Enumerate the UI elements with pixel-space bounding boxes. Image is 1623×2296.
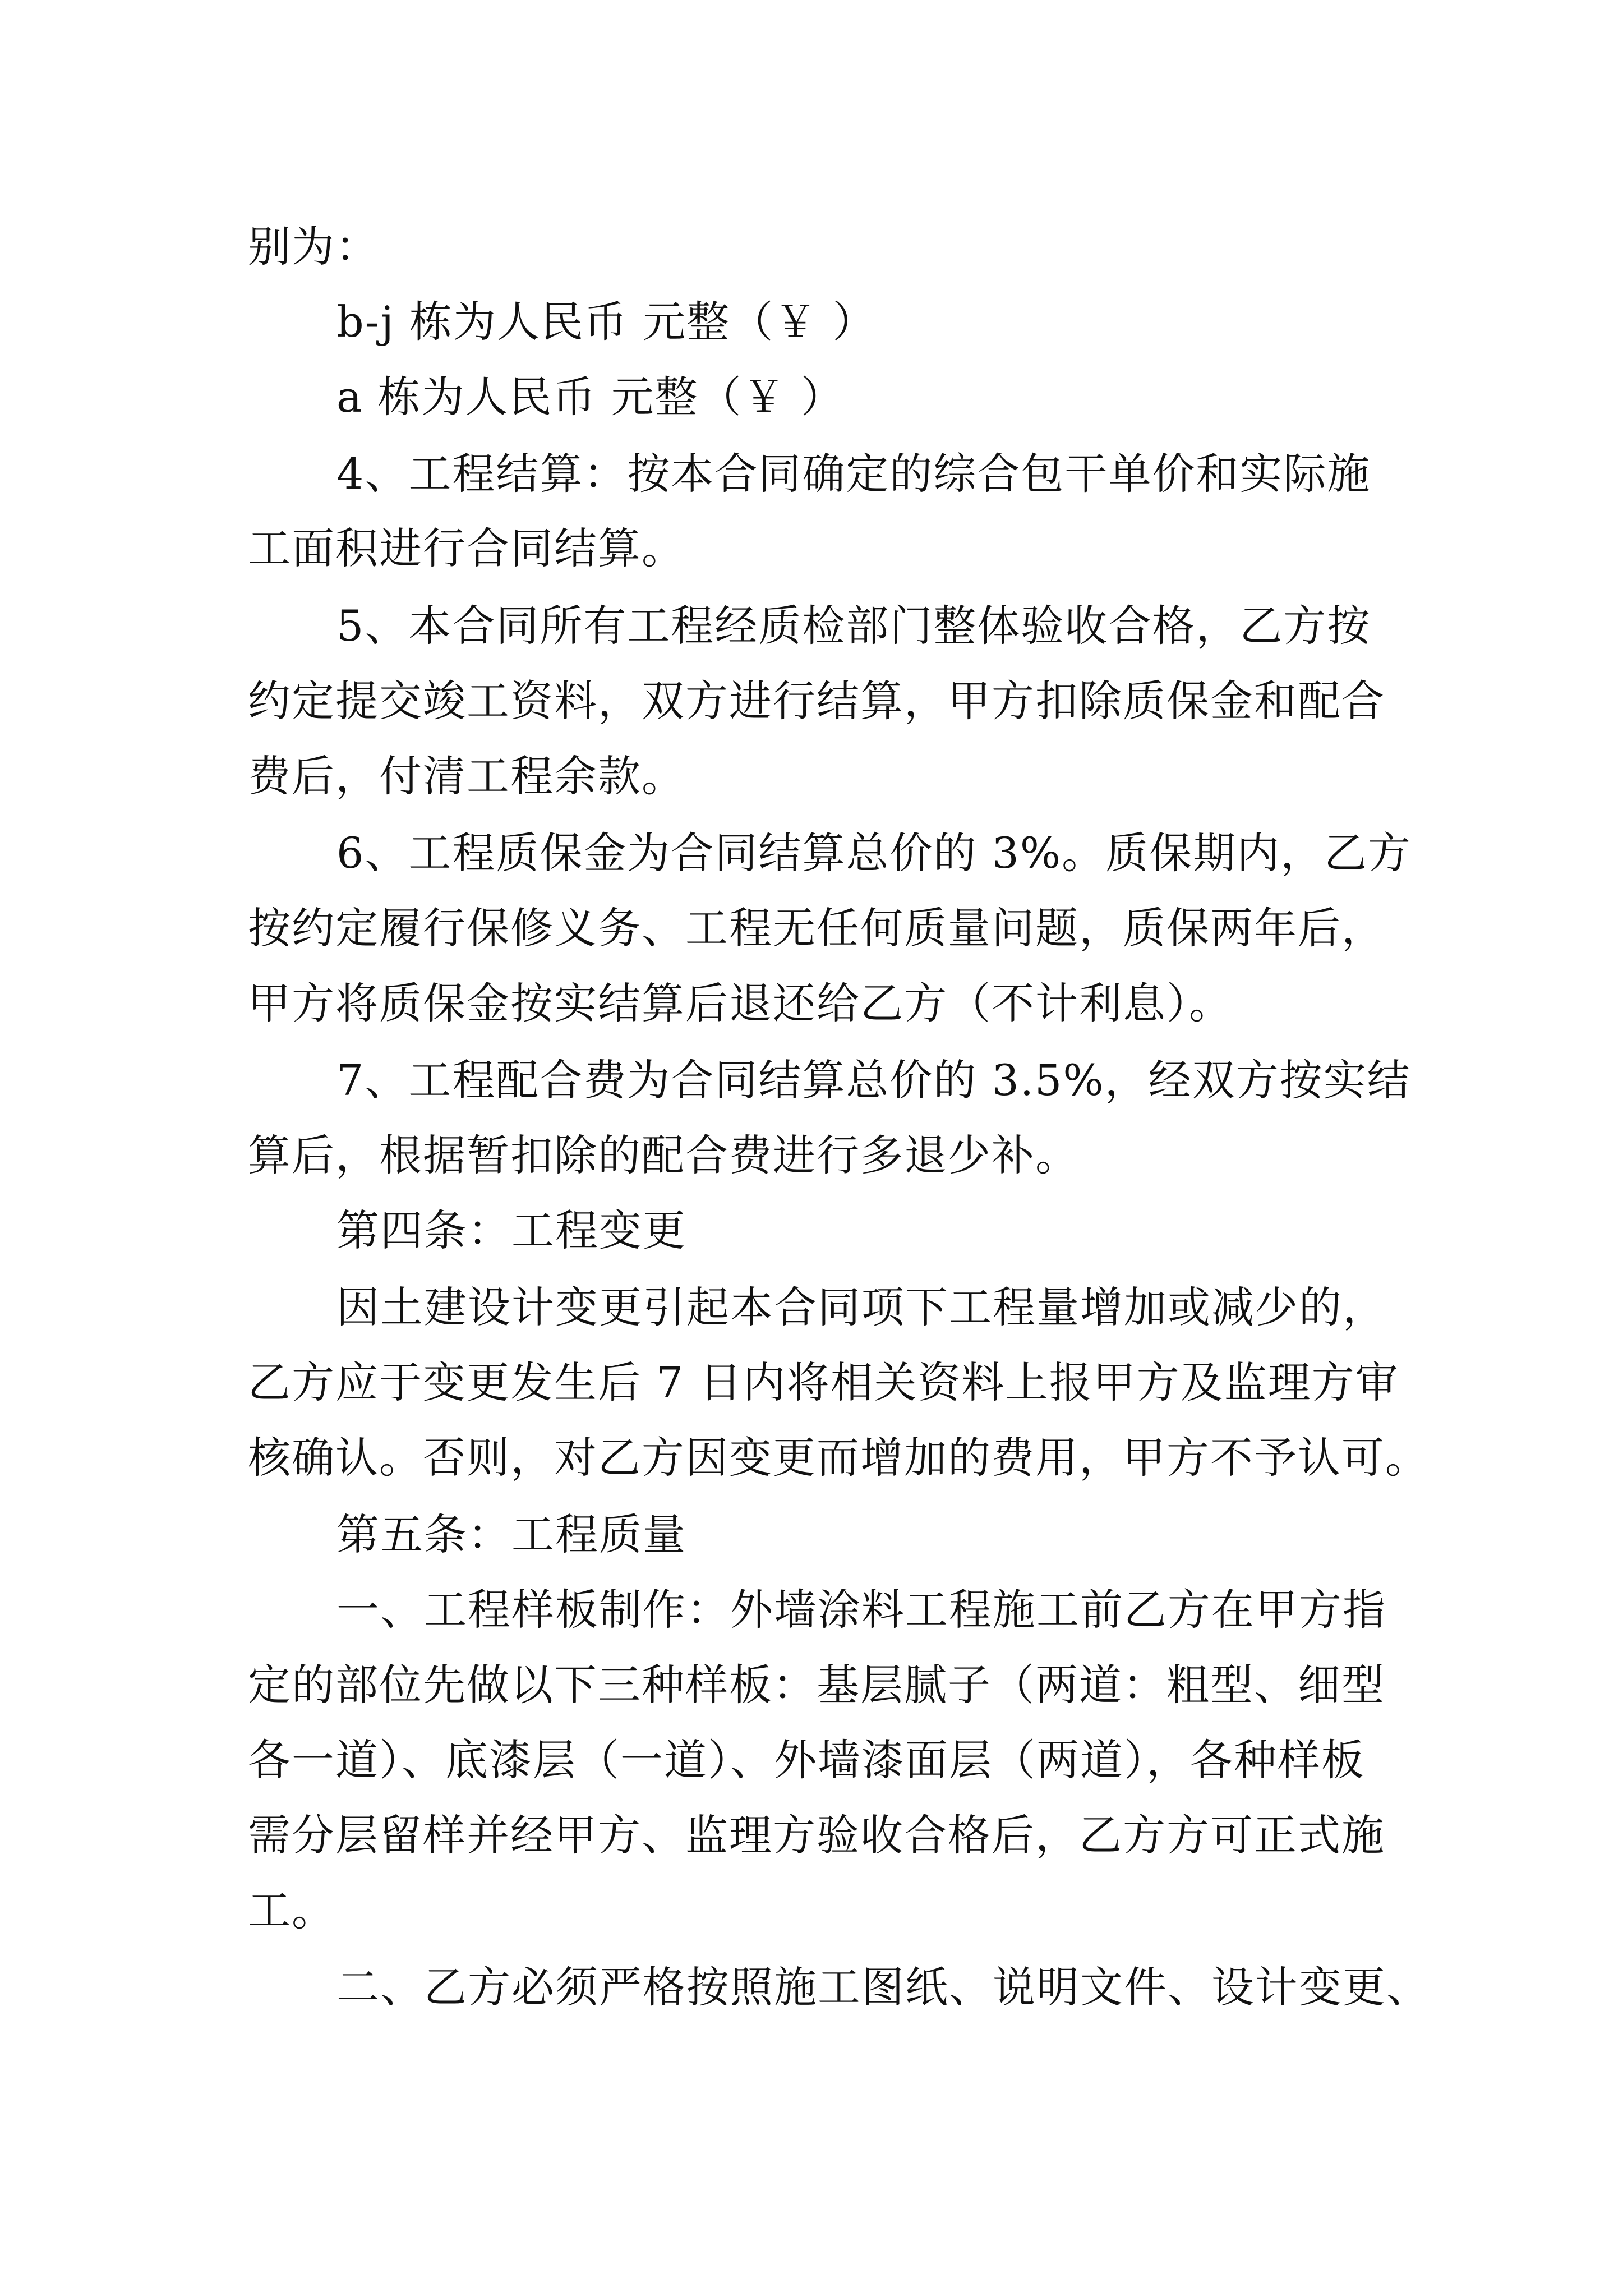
- text-line: 定的部位先做以下三种样板：基层腻子（两道：粗型、细型: [248, 1660, 1385, 1710]
- section-heading: 第五条：工程质量: [336, 1510, 686, 1559]
- text-line: 二、乙方必须严格按照施工图纸、说明文件、设计变更、: [336, 1962, 1430, 2012]
- text-line: 因土建设计变更引起本合同项下工程量增加或减少的，: [336, 1282, 1386, 1332]
- text-line: 一、工程样板制作：外墙涂料工程施工前乙方在甲方指: [336, 1585, 1386, 1635]
- section-heading: 第四条：工程变更: [336, 1205, 686, 1255]
- text-line: 按约定履行保修义务、工程无任何质量问题，质保两年后，: [248, 903, 1385, 953]
- text-line: 4、工程结算：按本合同确定的综合包干单价和实际施: [336, 449, 1371, 499]
- text-line: 工面积进行合同结算。: [248, 523, 685, 573]
- text-line: 7、工程配合费为合同结算总价的 3.5%，经双方按实结: [336, 1055, 1411, 1105]
- text-line: 核确认。否则，对乙方因变更而增加的费用，甲方不予认可。: [248, 1433, 1429, 1483]
- text-line: 6、工程质保金为合同结算总价的 3%。质保期内，乙方: [336, 828, 1412, 878]
- text-line: 费后，付清工程余款。: [248, 751, 685, 801]
- text-line: 甲方将质保金按实结算后退还给乙方（不计利息）。: [248, 978, 1233, 1028]
- text-line: 约定提交竣工资料，双方进行结算，甲方扣除质保金和配合: [248, 676, 1385, 726]
- text-line: a 栋为人民币 元整（￥ ）: [336, 372, 845, 422]
- text-line: 算后，根据暂扣除的配合费进行多退少补。: [248, 1130, 1079, 1180]
- text-line: 乙方应于变更发生后 7 日内将相关资料上报甲方及监理方审: [248, 1358, 1399, 1407]
- text-line: 需分层留样并经甲方、监理方验收合格后，乙方方可正式施: [248, 1810, 1385, 1860]
- text-line: 各一道）、底漆层（一道）、外墙漆面层（两道），各种样板: [248, 1735, 1365, 1785]
- text-line: 5、本合同所有工程经质检部门整体验收合格，乙方按: [336, 601, 1371, 651]
- text-line: 工。: [248, 1885, 335, 1935]
- text-line: b-j 栋为人民币 元整（￥ ）: [336, 297, 877, 347]
- text-line: 别为：: [248, 222, 379, 272]
